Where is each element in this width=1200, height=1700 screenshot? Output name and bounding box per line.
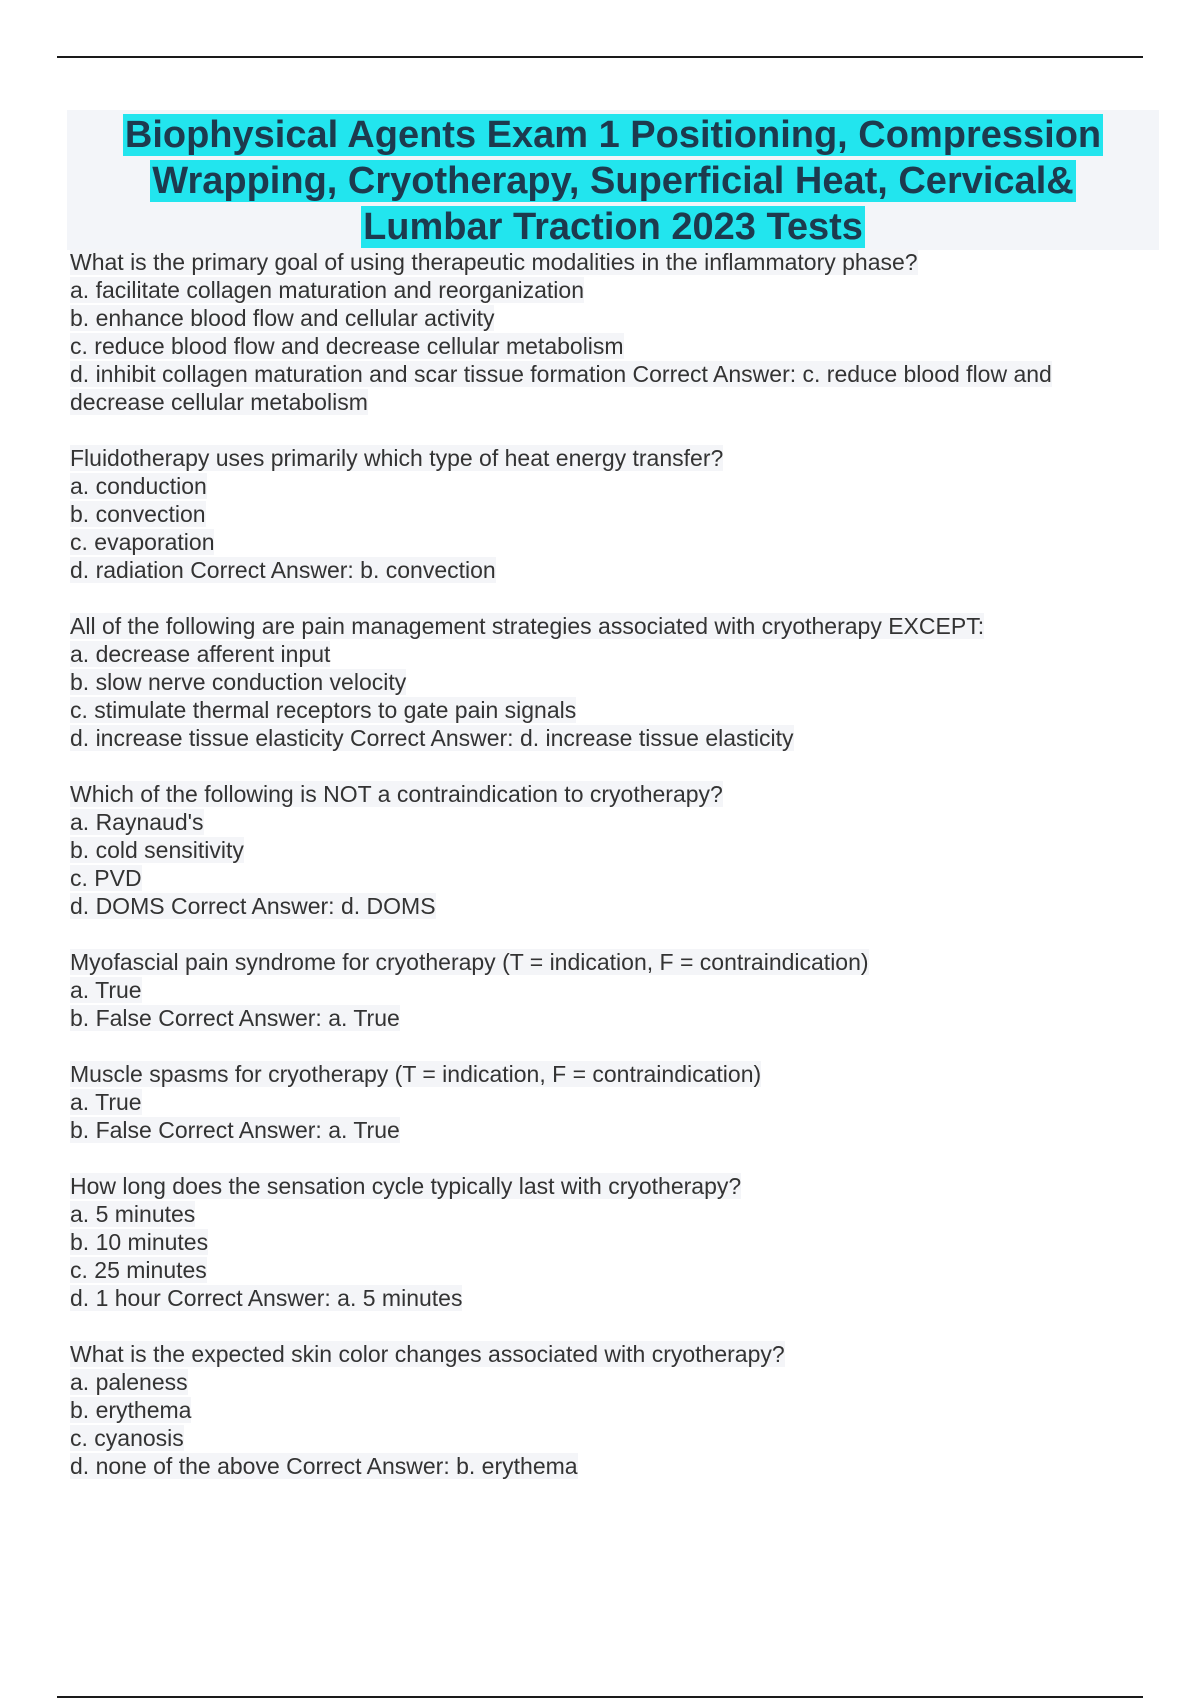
question-text: Fluidotherapy uses primarily which type of heat energy transfer? (70, 445, 724, 471)
question-text: What is the primary goal of using therapeutic modalities in the inflammatory phase? (70, 249, 918, 275)
answer-option: a. facilitate collagen maturation and reorganization (70, 277, 584, 303)
document-title (67, 110, 1159, 250)
question-text: What is the expected skin color changes associated with cryotherapy? (70, 1341, 785, 1367)
answer-option-with-correct-answer: b. False Correct Answer: a. True (70, 1005, 400, 1031)
question-text: All of the following are pain management strategies associated with cryotherapy EXCEPT: (70, 613, 985, 639)
answer-option: c. reduce blood flow and decrease cellular metabolism (70, 333, 624, 359)
answer-option-with-correct-answer: d. 1 hour Correct Answer: a. 5 minutes (70, 1285, 463, 1311)
question-block (70, 612, 1150, 752)
question-block (70, 948, 1150, 1032)
answer-option: b. cold sensitivity (70, 837, 244, 863)
question-block (70, 248, 1150, 416)
answer-option: a. paleness (70, 1369, 188, 1395)
answer-option: a. 5 minutes (70, 1201, 196, 1227)
answer-option-with-correct-answer: d. radiation Correct Answer: b. convection (70, 557, 496, 583)
answer-option-with-correct-answer: d. inhibit collagen maturation and scar tissue formation Correct Answer: c. reduce blood flow and (70, 361, 1052, 387)
answer-option: a. conduction (70, 473, 207, 499)
answer-option-with-correct-answer: b. False Correct Answer: a. True (70, 1117, 400, 1143)
answer-option: c. cyanosis (70, 1425, 184, 1451)
answer-option: c. stimulate thermal receptors to gate pain signals (70, 697, 577, 723)
question-text: Muscle spasms for cryotherapy (T = indication, F = contraindication) (70, 1061, 762, 1087)
question-text: Which of the following is NOT a contraindication to cryotherapy? (70, 781, 723, 807)
question-block (70, 1340, 1150, 1480)
bottom-rule (57, 1696, 1143, 1698)
answer-option: a. Raynaud's (70, 809, 204, 835)
answer-option: c. PVD (70, 865, 142, 891)
answer-option: b. convection (70, 501, 206, 527)
answer-option: a. True (70, 977, 142, 1003)
answer-option: a. decrease afferent input (70, 641, 331, 667)
answer-option: b. erythema (70, 1397, 192, 1423)
answer-option: b. enhance blood flow and cellular activity (70, 305, 495, 331)
question-list (70, 248, 1150, 1508)
title-line: Lumbar Traction 2023 Tests (363, 206, 863, 248)
answer-option: b. slow nerve conduction velocity (70, 669, 407, 695)
answer-option-with-correct-answer: decrease cellular metabolism (70, 389, 368, 415)
question-text: How long does the sensation cycle typically last with cryotherapy? (70, 1173, 742, 1199)
answer-option: c. evaporation (70, 529, 215, 555)
question-block (70, 444, 1150, 584)
question-text: Myofascial pain syndrome for cryotherapy (T = indication, F = contraindication) (70, 949, 869, 975)
title-line: Biophysical Agents Exam 1 Positioning, Compression (124, 114, 1102, 156)
answer-option-with-correct-answer: d. DOMS Correct Answer: d. DOMS (70, 893, 436, 919)
top-rule (57, 56, 1143, 58)
answer-option-with-correct-answer: d. increase tissue elasticity Correct Answer: d. increase tissue elasticity (70, 725, 794, 751)
answer-option: b. 10 minutes (70, 1229, 209, 1255)
question-block (70, 1060, 1150, 1144)
answer-option: a. True (70, 1089, 142, 1115)
question-block (70, 1172, 1150, 1312)
answer-option: c. 25 minutes (70, 1257, 207, 1283)
answer-option-with-correct-answer: d. none of the above Correct Answer: b. erythema (70, 1453, 578, 1479)
title-line: Wrapping, Cryotherapy, Superficial Heat, Cervical& (152, 160, 1074, 202)
question-block (70, 780, 1150, 920)
